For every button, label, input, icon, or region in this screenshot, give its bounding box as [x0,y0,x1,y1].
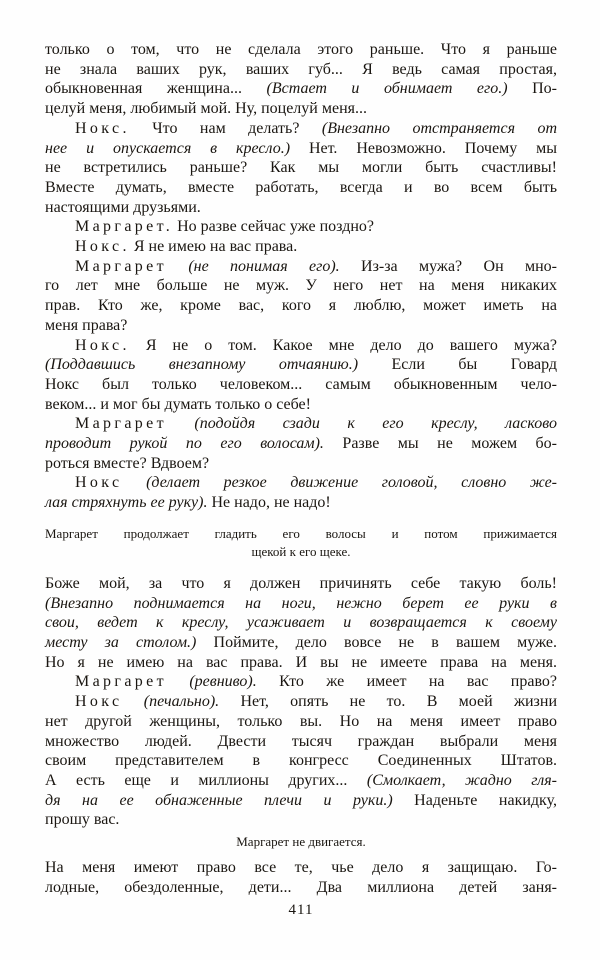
dialogue-text: не встретились раньше? Как мы могли быть счастливы! [45,159,557,177]
text-line [45,672,557,692]
stage-direction-inline: (Внезапно отстраняется от [321,119,558,137]
text-line [45,60,557,80]
page-text [45,40,557,897]
text-line [45,454,557,474]
dialogue-text-upper [45,40,557,513]
dialogue-text: На меня имеют право все те, чье дело я защищаю. Го- [45,859,557,877]
text-line [45,771,557,791]
dialogue-text: По- [507,80,558,98]
text-line [45,574,557,594]
text-line [45,178,557,198]
text-line [45,395,557,415]
dialogue-text: только о том, что не сделала этого раньше. Что я раньше [45,41,557,58]
dialogue-text: прав. Кто же, кроме вас, кого я люблю, может иметь на [45,297,557,315]
dialogue-text: Не надо, не надо! [207,494,331,512]
text-line [45,712,557,732]
stage-direction-inline: (не понимая его). [166,257,340,275]
dialogue-text: Нокс был только человеком... самым обыкновенным чело- [45,375,557,393]
character-name: Маргарет. [75,218,174,236]
dialogue-text: веком... и мог бы думать только о себе! [45,395,311,413]
dialogue-text: Маргарет продолжает гладить его волосы и потом прижимается [45,525,557,541]
dialogue-text: щекой к его щеке. [251,543,351,559]
text-line [45,414,557,434]
dialogue-text: обыкновенная женщина... [45,80,267,98]
text-line [45,336,557,356]
text-line [45,257,557,277]
stage-direction-inline: нее и опускается в кресло.) [45,139,291,157]
stage-direction-inline: лая стряхнуть ее руку). [45,494,208,512]
text-line [45,858,557,878]
text-line [45,375,557,395]
dialogue-text: А есть еще и миллионы других... [45,771,367,789]
dialogue-text: целуй меня, любимый мой. Ну, поцелуй меня... [45,100,367,118]
dialogue-text: Но я не имею на вас права. И вы не имеете права на меня. [45,653,557,671]
dialogue-text: меня права? [45,316,128,334]
text-line [45,217,557,237]
character-name: Нокс. [75,119,130,137]
text-line [45,653,557,673]
stage-direction-inline: (делает резкое движение головой, словно же- [122,474,557,492]
character-name: Маргарет [75,415,167,433]
character-name: Нокс. [75,238,130,256]
dialogue-text: Наденьте накидку, [392,791,557,809]
dialogue-text: Разве мы не можем бо- [323,435,558,453]
text-line [45,692,557,712]
stage-direction-inline: свои, ведет к креслу, усаживает и возвращается к своему [45,614,557,632]
text-line [45,276,557,296]
text-line [45,878,557,898]
dialogue-text: Если бы Говард [358,356,558,374]
dialogue-text: прошу вас. [45,811,120,829]
character-name: Маргарет [75,673,167,691]
dialogue-text: Что нам делать? [129,119,322,137]
dialogue-text: Из-за мужа? Он мно- [339,257,557,275]
text-line [45,79,557,99]
dialogue-text: Поймите, дело вовсе не в вашем муже. [196,633,558,651]
stage-direction-inline: (подойдя сзади к его креслу, ласково [166,415,557,433]
dialogue-text: Но разве сейчас уже поздно? [173,218,375,236]
dialogue-text-lower [45,858,557,897]
stage-direction-inline: (Поддавшись внезапному отчаянию.) [45,356,359,374]
stage-direction-inline: (Встает и обнимает его.) [266,80,508,98]
stage-direction-inline: (ревниво). [166,673,257,691]
character-name: Нокс. [75,336,130,354]
text-line [45,158,557,178]
character-name: Нокс [75,474,123,492]
text-line [45,525,557,543]
dialogue-text: Кто же имеет на вас право? [256,673,558,691]
character-name: Нокс [75,693,123,711]
stage-direction [45,525,557,561]
dialogue-text: нет другой женщины, только вы. Но на меня имеет право [45,712,557,730]
text-line [45,119,557,139]
text-line [45,833,557,851]
dialogue-text: Маргарет не двигается. [236,834,366,850]
text-line [45,613,557,633]
dialogue-text-middle [45,574,557,830]
text-line [45,237,557,257]
stage-direction-inline: проводит рукой по его волосам). [45,435,324,453]
dialogue-text: лодные, обездоленные, дети... Два миллиона детей заня- [45,878,557,896]
text-line [45,434,557,454]
text-line [45,732,557,752]
text-line [45,139,557,159]
text-line [45,633,557,653]
dialogue-text: не знала ваших рук, ваших губ... Я ведь самая простая, [45,60,557,78]
page-number: 411 [288,902,314,919]
text-line [45,40,557,60]
text-line [45,791,557,811]
dialogue-text: Вместе думать, вместе работать, всегда и во всем быть [45,178,557,196]
text-line [45,810,557,830]
text-line [45,99,557,119]
text-line [45,296,557,316]
dialogue-text: роться вместе? Вдвоем? [45,454,210,472]
dialogue-text: Боже мой, за что я должен причинять себе такую боль! [45,574,557,592]
text-line [45,751,557,771]
dialogue-text: Я не о том. Какое мне дело до вашего мужа? [129,336,557,354]
stage-direction-inline: (Внезапно поднимается на ноги, нежно берет ее руки в [45,594,557,612]
stage-direction-inline: (Смолкает, жадно гля- [366,771,557,789]
dialogue-text: Я не имею на вас права. [129,238,298,256]
dialogue-text: Нет, опять не то. В моей жизни [219,693,557,711]
dialogue-text: Нет. Невозможно. Почему мы [290,139,557,157]
character-name: Маргарет [75,257,167,275]
dialogue-text: го лет мне больше не муж. У него нет на меня никаких [45,277,557,295]
text-line [45,198,557,218]
text-line [45,473,557,493]
text-line [45,543,557,561]
dialogue-text: своим представителем в конгресс Соединенных Штатов. [45,752,557,770]
stage-direction-inline: дя на ее обнаженные плечи и руки.) [45,791,393,809]
stage-direction-inline: месту за столом.) [45,633,197,651]
stage-direction-short [45,833,557,851]
stage-direction-inline: (печально). [122,693,220,711]
text-line [45,316,557,336]
text-line [45,355,557,375]
text-line [45,594,557,614]
text-line [45,493,557,513]
dialogue-text: множество людей. Двести тысяч граждан выбрали меня [45,732,557,750]
dialogue-text: настоящими друзьями. [45,198,201,216]
